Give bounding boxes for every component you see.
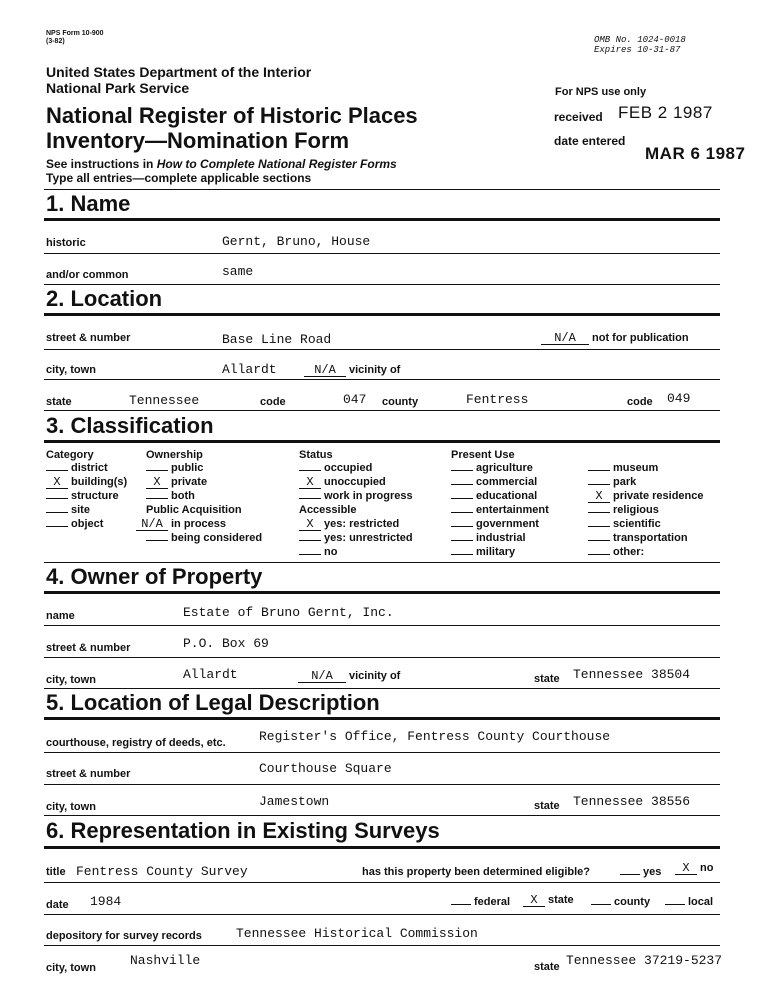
survey-title-label: title (46, 866, 66, 878)
not-for-publication-label: not for publication (592, 332, 689, 344)
use-religious-mark (588, 512, 610, 513)
divider (44, 349, 720, 350)
divider (44, 253, 720, 254)
use-museum-mark (588, 470, 610, 471)
legal-street-value: Courthouse Square (259, 761, 392, 776)
omb-expires: Expires 10-31-87 (594, 45, 681, 55)
use-transportation-mark (588, 540, 610, 541)
survey-title-value: Fentress County Survey (76, 864, 248, 879)
use-agriculture (451, 462, 533, 474)
date-entered-value: MAR 6 1987 (645, 144, 746, 163)
level-federal-mark (451, 904, 471, 905)
state-label: state (46, 396, 72, 408)
use-entertainment (451, 504, 549, 516)
common-name-label: and/or common (46, 269, 129, 281)
status-occupied-label: occupied (324, 462, 373, 474)
county-label: county (382, 396, 419, 408)
category-buildings-label: building(s) (71, 476, 128, 488)
owner-city-label: city, town (46, 674, 96, 686)
owner-state-label: state (534, 673, 560, 685)
legal-city-value: Jamestown (259, 794, 330, 809)
category-buildings (46, 476, 127, 489)
use-commercial (451, 476, 537, 488)
form-title-line1: National Register of Historic Places (46, 103, 418, 128)
status-unoccupied (299, 476, 386, 489)
accessible-restricted-label: yes: restricted (324, 518, 400, 530)
acquisition-in-process-label: in process (171, 518, 227, 530)
ownership-private (146, 476, 207, 489)
eligible-no-label: no (700, 862, 714, 874)
legal-state-value: Tennessee 38556 (573, 794, 691, 809)
category-site-label: site (71, 504, 90, 516)
level-federal-label: federal (474, 896, 511, 908)
use-commercial-mark (451, 484, 473, 485)
acquisition-being-considered-label: being considered (171, 532, 263, 544)
divider (44, 657, 720, 658)
accessible-unrestricted-mark (299, 540, 321, 541)
section-1-heading: 1. Name (46, 191, 131, 216)
historic-name-value: Gernt, Bruno, House (222, 234, 371, 249)
vicinity (304, 364, 400, 377)
category-object (46, 518, 103, 530)
divider (44, 882, 720, 883)
owner-state-value: Tennessee 38504 (573, 667, 691, 682)
eligible-yes-mark (620, 874, 640, 875)
owner-street-label: street & number (46, 642, 131, 654)
divider (44, 914, 720, 915)
section-2-heading: 2. Location (46, 286, 163, 311)
eligible-question: has this property been determined eligible? (362, 866, 590, 878)
category-district (46, 462, 108, 474)
state-code-value: 047 (343, 392, 367, 407)
category-header: Category (46, 449, 94, 461)
use-museum (588, 462, 658, 474)
county-code-label: code (627, 396, 653, 408)
acquisition-being-considered (146, 532, 262, 544)
use-private-residence-label: private residence (613, 490, 704, 502)
not-for-publication (541, 332, 689, 345)
level-county (591, 896, 650, 908)
use-scientific-mark (588, 526, 610, 527)
owner-name-value: Estate of Bruno Gernt, Inc. (183, 605, 394, 620)
category-object-mark (46, 526, 68, 527)
not-for-publication-mark: N/A (541, 333, 589, 345)
ownership-header: Ownership (146, 449, 203, 461)
use-scientific-label: scientific (613, 518, 661, 530)
owner-city-value: Allardt (183, 667, 238, 682)
divider (44, 440, 720, 443)
category-object-label: object (71, 518, 104, 530)
ownership-both-mark (146, 498, 168, 499)
street-number-value: Base Line Road (222, 332, 332, 347)
accessible-no-mark (299, 554, 321, 555)
form-number: NPS Form 10-900 (46, 30, 104, 37)
divider (44, 846, 720, 849)
divider (44, 189, 720, 190)
category-district-mark (46, 470, 68, 471)
date-entered-label: date entered (554, 134, 626, 148)
owner-vicinity-mark: N/A (298, 671, 346, 683)
accessible-no-label: no (324, 546, 338, 558)
divider (44, 784, 720, 785)
category-site-mark (46, 512, 68, 513)
state-value: Tennessee (129, 393, 200, 408)
divider (44, 218, 720, 221)
category-buildings-mark: X (46, 477, 68, 489)
use-park (588, 476, 636, 488)
use-scientific (588, 518, 661, 530)
use-private-residence (588, 490, 704, 503)
category-site (46, 504, 90, 516)
acquisition-in-process (136, 518, 226, 531)
accessible-unrestricted (299, 532, 413, 544)
use-military (451, 546, 515, 558)
use-commercial-label: commercial (476, 476, 538, 488)
use-other (588, 546, 644, 558)
level-county-mark (591, 904, 611, 905)
divider (44, 717, 720, 720)
section-6-heading: 6. Representation in Existing Surveys (46, 818, 440, 843)
divider (44, 379, 720, 380)
present-use-header: Present Use (451, 449, 515, 461)
use-other-label: other: (613, 546, 645, 558)
category-structure (46, 490, 119, 502)
owner-name-label: name (46, 610, 75, 622)
use-entertainment-label: entertainment (476, 504, 549, 516)
status-unoccupied-label: unoccupied (324, 476, 386, 488)
use-government-mark (451, 526, 473, 527)
depository-state-label: state (534, 961, 560, 973)
status-occupied (299, 462, 372, 474)
use-religious (588, 504, 659, 516)
level-federal (451, 896, 510, 908)
owner-vicinity-label: vicinity of (349, 670, 401, 682)
county-code-value: 049 (667, 391, 691, 406)
owner-vicinity (298, 670, 400, 683)
category-structure-mark (46, 498, 68, 499)
status-work-in-progress-label: work in progress (324, 490, 413, 502)
accessible-header: Accessible (299, 504, 357, 516)
depository-city-value: Nashville (130, 953, 201, 968)
divider (44, 815, 720, 816)
divider (44, 284, 720, 285)
level-local-label: local (688, 896, 714, 908)
use-government-label: government (476, 518, 539, 530)
use-military-label: military (476, 546, 516, 558)
divider (44, 945, 720, 946)
agency-department: United States Department of the Interior (46, 64, 312, 80)
use-military-mark (451, 554, 473, 555)
status-work-in-progress-mark (299, 498, 321, 499)
ownership-private-mark: X (146, 477, 168, 489)
owner-street-value: P.O. Box 69 (183, 636, 269, 651)
common-name-value: same (222, 264, 254, 279)
level-local-mark (665, 904, 685, 905)
status-occupied-mark (299, 470, 321, 471)
use-transportation-label: transportation (613, 532, 688, 544)
eligible-no-mark: X (675, 863, 697, 875)
legal-street-label: street & number (46, 768, 131, 780)
level-state-mark: X (523, 895, 545, 907)
acquisition-in-process-mark: N/A (136, 519, 168, 531)
depository-value: Tennessee Historical Commission (236, 926, 478, 941)
eligible-yes (620, 866, 661, 878)
depository-city-label: city, town (46, 962, 96, 974)
street-number-label: street & number (46, 332, 131, 344)
status-header: Status (299, 449, 333, 461)
use-educational (451, 490, 537, 502)
use-religious-label: religious (613, 504, 659, 516)
divider (44, 625, 720, 626)
accessible-no (299, 546, 337, 558)
instructions-prefix: See instructions in (46, 157, 157, 171)
depository-state-value: Tennessee 37219-5237 (566, 953, 723, 968)
category-structure-label: structure (71, 490, 119, 502)
use-industrial-label: industrial (476, 532, 526, 544)
section-5-heading: 5. Location of Legal Description (46, 690, 380, 715)
status-work-in-progress (299, 490, 413, 502)
historic-label: historic (46, 237, 86, 249)
section-4-heading: 4. Owner of Property (46, 564, 263, 589)
form-title-line2: Inventory—Nomination Form (46, 128, 350, 153)
code-label: code (260, 396, 286, 408)
use-other-mark (588, 554, 610, 555)
divider (44, 410, 720, 411)
survey-date-label: date (46, 899, 69, 911)
eligible-no (675, 862, 713, 875)
use-park-mark (588, 484, 610, 485)
nps-use-heading: For NPS use only (555, 86, 647, 98)
use-industrial-mark (451, 540, 473, 541)
city-town-value: Allardt (222, 362, 277, 377)
vicinity-mark: N/A (304, 365, 346, 377)
depository-label: depository for survey records (46, 930, 202, 942)
use-park-label: park (613, 476, 637, 488)
instructions-title: How to Complete National Register Forms (156, 157, 397, 171)
instructions-line2: Type all entries—complete applicable sections (46, 171, 312, 185)
survey-date-value: 1984 (90, 894, 122, 909)
status-unoccupied-mark: X (299, 477, 321, 489)
use-agriculture-label: agriculture (476, 462, 533, 474)
county-value: Fentress (466, 392, 529, 407)
ownership-public-mark (146, 470, 168, 471)
received-label: received (554, 110, 603, 124)
ownership-both (146, 490, 195, 502)
form-date: (3-82) (46, 38, 65, 45)
omb-number: OMB No. 1024-0018 (594, 35, 686, 45)
ownership-public-label: public (171, 462, 204, 474)
legal-city-label: city, town (46, 801, 96, 813)
vicinity-label: vicinity of (349, 364, 401, 376)
ownership-both-label: both (171, 490, 195, 502)
divider (44, 562, 720, 563)
divider (44, 688, 720, 689)
divider (44, 313, 720, 316)
acquisition-being-considered-mark (146, 540, 168, 541)
instructions-line1 (46, 158, 397, 171)
use-transportation (588, 532, 688, 544)
ownership-public (146, 462, 203, 474)
level-state (523, 894, 574, 907)
use-government (451, 518, 539, 530)
section-3-heading: 3. Classification (46, 413, 214, 438)
use-agriculture-mark (451, 470, 473, 471)
use-educational-mark (451, 498, 473, 499)
use-industrial (451, 532, 526, 544)
city-town-label: city, town (46, 364, 96, 376)
received-value: FEB 2 1987 (618, 103, 713, 122)
use-educational-label: educational (476, 490, 538, 502)
ownership-private-label: private (171, 476, 208, 488)
divider (44, 752, 720, 753)
use-museum-label: museum (613, 462, 659, 474)
accessible-restricted (299, 518, 399, 531)
acquisition-header: Public Acquisition (146, 504, 242, 516)
accessible-unrestricted-label: yes: unrestricted (324, 532, 413, 544)
level-state-label: state (548, 894, 574, 906)
eligible-yes-label: yes (643, 866, 662, 878)
use-entertainment-mark (451, 512, 473, 513)
level-county-label: county (614, 896, 651, 908)
accessible-restricted-mark: X (299, 519, 321, 531)
courthouse-value: Register's Office, Fentress County Courthouse (259, 729, 611, 744)
legal-state-label: state (534, 800, 560, 812)
category-district-label: district (71, 462, 108, 474)
agency-service: National Park Service (46, 80, 190, 96)
divider (44, 591, 720, 594)
use-private-residence-mark: X (588, 491, 610, 503)
courthouse-label: courthouse, registry of deeds, etc. (46, 737, 226, 749)
level-local (665, 896, 713, 908)
